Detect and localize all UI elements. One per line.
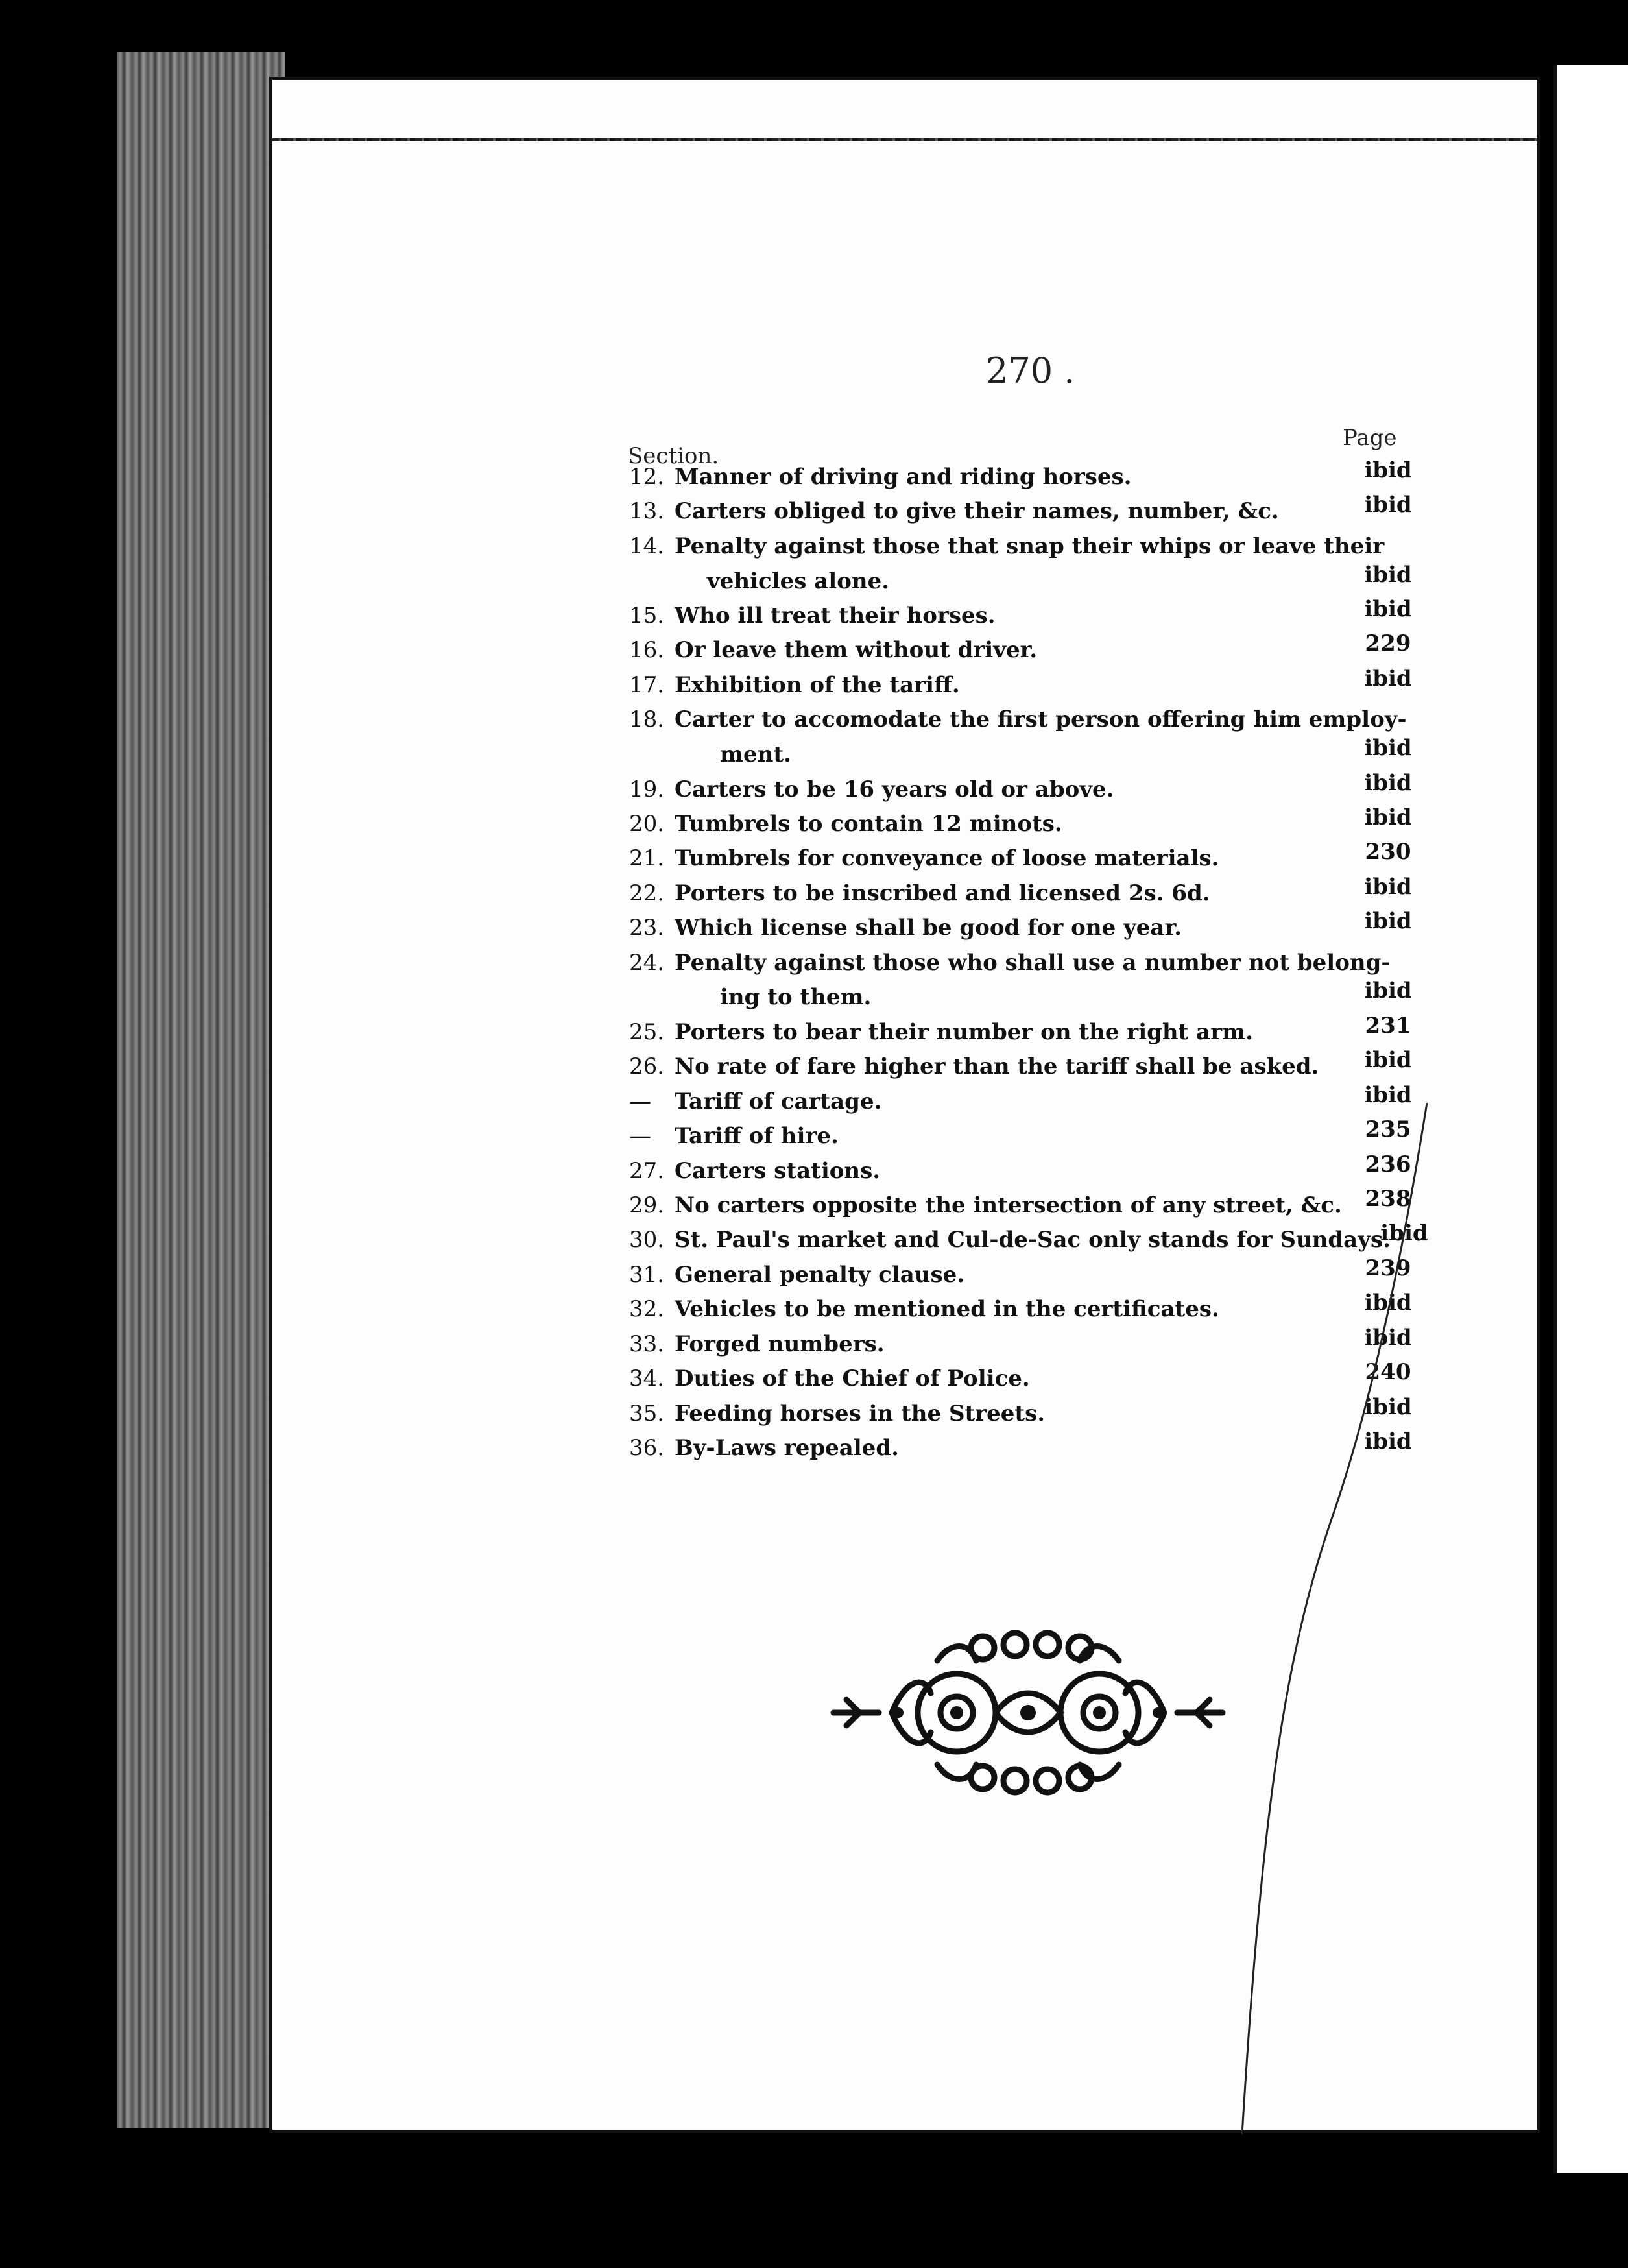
toc-entry-13 <box>629 498 1362 524</box>
toc-entry-21 <box>629 845 1362 871</box>
entry-text: Who ill treat their horses. <box>675 603 996 629</box>
entry-page: ibid <box>1364 1429 1412 1454</box>
entry-number: 20. <box>629 811 665 837</box>
entry-text: Carters stations. <box>675 1158 881 1184</box>
entry-text: Duties of the Chief of Police. <box>675 1366 1030 1392</box>
entry-number: 17. <box>629 672 665 698</box>
entry-text: Carters to be 16 years old or above. <box>675 777 1114 802</box>
entry-page: ibid <box>1364 666 1412 692</box>
entry-text: By-Laws repealed. <box>675 1435 899 1461</box>
entry-text: No rate of fare higher than the tariff shall be asked. <box>675 1054 1319 1080</box>
entry-number: 30. <box>629 1227 665 1253</box>
entry-text: Penalty against those who shall use a number not belong- <box>675 950 1391 976</box>
entry-page: 229 <box>1365 631 1411 657</box>
toc-entry-24-continuation <box>720 984 1453 1010</box>
toc-entry-12 <box>629 464 1362 490</box>
toc-entry-22 <box>629 880 1362 906</box>
entry-text: No carters opposite the intersection of any street, &c. <box>675 1192 1342 1218</box>
entry-text: Forged numbers. <box>675 1331 885 1357</box>
entry-number: 18. <box>629 706 665 732</box>
entry-number: 16. <box>629 637 665 663</box>
toc-entry-25 <box>629 1019 1362 1045</box>
entry-page: ibid <box>1380 1220 1428 1246</box>
entry-page: ibid <box>1364 457 1412 483</box>
entry-page: ibid <box>1364 492 1412 518</box>
entry-number: 35. <box>629 1401 665 1427</box>
entry-text: Tariff of hire. <box>675 1123 839 1149</box>
toc-entry-19 <box>629 777 1362 802</box>
entry-text: Carter to accomodate the first person offering him employ- <box>675 706 1407 732</box>
toc-entry-17 <box>629 672 1362 698</box>
entry-page: ibid <box>1364 908 1412 934</box>
toc-entry-18-continuation <box>720 742 1453 767</box>
toc-entry-14-continuation <box>707 568 1440 594</box>
entry-number: 27. <box>629 1158 665 1184</box>
entry-number: 19. <box>629 777 665 802</box>
toc-entry-24 <box>629 950 1391 976</box>
entry-page: ibid <box>1364 562 1412 588</box>
entry-number: 22. <box>629 880 665 906</box>
entry-text: Tumbrels for conveyance of loose materials. <box>675 845 1219 871</box>
entry-number: 15. <box>629 603 665 629</box>
toc-entry-15 <box>629 603 1362 629</box>
entry-number: 25. <box>629 1019 665 1045</box>
entry-text: General penalty clause. <box>675 1262 965 1288</box>
entry-number: 32. <box>629 1296 665 1322</box>
entry-number: 12. <box>629 464 665 490</box>
toc-entry-20 <box>629 811 1362 837</box>
entry-page: ibid <box>1364 978 1412 1004</box>
entry-number: 36. <box>629 1435 665 1461</box>
entry-text: Manner of driving and riding horses. <box>675 464 1132 490</box>
entry-page: ibid <box>1364 1394 1412 1420</box>
entry-text-continuation: vehicles alone. <box>707 568 890 594</box>
entry-page: 239 <box>1365 1255 1411 1281</box>
entry-number: 34. <box>629 1366 665 1392</box>
entry-number: — <box>629 1089 651 1115</box>
toc-entry-26 <box>629 1054 1362 1080</box>
entry-number: — <box>629 1123 651 1149</box>
entry-page: ibid <box>1364 735 1412 761</box>
entry-text: Feeding horses in the Streets. <box>675 1401 1046 1427</box>
entry-text-continuation: ment. <box>720 742 791 767</box>
entry-page: 235 <box>1365 1116 1411 1142</box>
entry-page: ibid <box>1364 1082 1412 1108</box>
entry-page: ibid <box>1364 1290 1412 1316</box>
entry-text: Penalty against those that snap their whips or leave their <box>675 533 1385 559</box>
entry-page: ibid <box>1364 770 1412 796</box>
entry-page: 240 <box>1365 1359 1411 1385</box>
toc-entry-14 <box>629 533 1385 559</box>
facing-page-edge <box>1553 65 1628 2173</box>
toc-entry-23 <box>629 915 1362 941</box>
entry-page: ibid <box>1364 1325 1412 1351</box>
entry-number: 24. <box>629 950 665 976</box>
column-header-section: Section. <box>628 443 719 469</box>
entry-text: Exhibition of the tariff. <box>675 672 960 698</box>
entry-number: 26. <box>629 1054 665 1080</box>
entry-page: ibid <box>1364 1047 1412 1073</box>
entry-number: 14. <box>629 533 665 559</box>
entry-number: 23. <box>629 915 665 941</box>
entry-text: Carters obliged to give their names, number, &c. <box>675 498 1279 524</box>
entry-page: 238 <box>1365 1186 1411 1212</box>
margin-curve-line <box>1232 1103 1440 2141</box>
entry-number: 33. <box>629 1331 665 1357</box>
entry-page: ibid <box>1364 596 1412 622</box>
entry-text: Porters to bear their number on the right arm. <box>675 1019 1253 1045</box>
entry-number: 13. <box>629 498 665 524</box>
entry-page: ibid <box>1364 874 1412 900</box>
entry-text: Or leave them without driver. <box>675 637 1038 663</box>
entry-number: 21. <box>629 845 665 871</box>
entry-text: Porters to be inscribed and licensed 2s. 6d. <box>675 880 1210 906</box>
toc-entry-18 <box>629 706 1407 732</box>
toc-entry-16 <box>629 637 1362 663</box>
entry-text-continuation: ing to them. <box>720 984 872 1010</box>
printers-ornament-icon <box>820 1622 1236 1804</box>
entry-page: 231 <box>1365 1013 1411 1039</box>
top-rule <box>272 138 1537 141</box>
page-number: 270 . <box>986 350 1075 391</box>
entry-text: Which license shall be good for one year. <box>675 915 1182 941</box>
page-edges-block <box>117 52 285 2128</box>
entry-text: St. Paul's market and Cul-de-Sac only stands for Sundays. <box>675 1227 1391 1253</box>
entry-page: 236 <box>1365 1152 1411 1177</box>
entry-text: Tariff of cartage. <box>675 1089 882 1115</box>
entry-number: 31. <box>629 1262 665 1288</box>
column-header-page: Page <box>1343 425 1397 451</box>
entry-page: ibid <box>1364 804 1412 830</box>
entry-text: Tumbrels to contain 12 minots. <box>675 811 1062 837</box>
entry-number: 29. <box>629 1192 665 1218</box>
entry-text: Vehicles to be mentioned in the certificates. <box>675 1296 1219 1322</box>
entry-page: 230 <box>1365 839 1411 865</box>
